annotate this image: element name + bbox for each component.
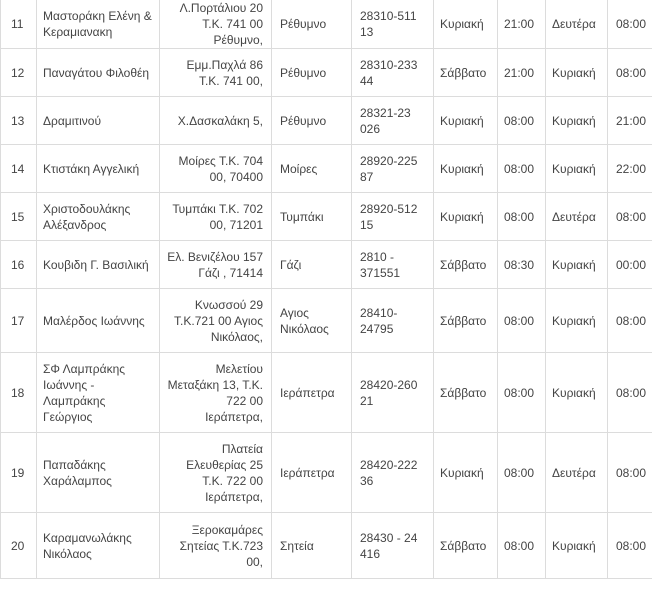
from-day: Σάββατο: [434, 513, 498, 579]
address: Μοίρες Τ.Κ. 704 00, 70400: [160, 145, 272, 193]
from-day: Κυριακή: [434, 97, 498, 145]
to-time: 08:00: [608, 193, 652, 241]
to-day: Δευτέρα: [546, 193, 608, 241]
to-day: Κυριακή: [546, 241, 608, 289]
address: Ελ. Βενιζέλου 157 Γάζι , 71414: [160, 241, 272, 289]
pharmacist-name: ΣΦ Λαμπράκης Ιωάννης - Λαμπράκης Γεώργιος: [37, 353, 160, 433]
pharmacist-name: Παπαδάκης Χαράλαμπος: [37, 433, 160, 513]
city: Ιεράπετρα: [272, 433, 352, 513]
from-day: Κυριακή: [434, 433, 498, 513]
from-time: 21:00: [498, 0, 546, 49]
address: Λ.Πορτάλιου 20 Τ.Κ. 741 00 Ρέθυμνο,: [160, 0, 272, 49]
from-time: 08:00: [498, 513, 546, 579]
phone: 28310-511 13: [352, 0, 434, 49]
row-number: 13: [1, 97, 37, 145]
from-time: 21:00: [498, 49, 546, 97]
row-number: 18: [1, 353, 37, 433]
from-time: 08:00: [498, 353, 546, 433]
pharmacist-name: Μαλέρδος Ιωάννης: [37, 289, 160, 353]
row-number: 11: [1, 0, 37, 49]
from-time: 08:30: [498, 241, 546, 289]
from-day: Σάββατο: [434, 241, 498, 289]
to-day: Κυριακή: [546, 289, 608, 353]
row-number: 12: [1, 49, 37, 97]
city: Μοίρες: [272, 145, 352, 193]
row-number: 15: [1, 193, 37, 241]
from-time: 08:00: [498, 193, 546, 241]
city: Σητεία: [272, 513, 352, 579]
phone: 28420-222 36: [352, 433, 434, 513]
from-time: 08:00: [498, 97, 546, 145]
pharmacist-name: Κουβιδη Γ. Βασιλική: [37, 241, 160, 289]
phone: 28920-512 15: [352, 193, 434, 241]
to-time: 08:00: [608, 433, 652, 513]
table-row: [1, 49, 652, 97]
to-day: Κυριακή: [546, 353, 608, 433]
pharmacist-name: Δραμιτινού: [37, 97, 160, 145]
to-time: 08:00: [608, 0, 652, 49]
to-day: Δευτέρα: [546, 433, 608, 513]
table-row: [1, 353, 652, 433]
address: Τυμπάκι Τ.Κ. 702 00, 71201: [160, 193, 272, 241]
table-body: [1, 0, 652, 579]
to-day: Κυριακή: [546, 145, 608, 193]
table-row: [1, 241, 652, 289]
from-day: Σάββατο: [434, 289, 498, 353]
to-time: 21:00: [608, 97, 652, 145]
to-day: Κυριακή: [546, 513, 608, 579]
from-day: Κυριακή: [434, 145, 498, 193]
phone: 28321-23 026: [352, 97, 434, 145]
address: Ξεροκαμάρες Σητείας Τ.Κ.723 00,: [160, 513, 272, 579]
row-number: 17: [1, 289, 37, 353]
from-time: 08:00: [498, 289, 546, 353]
from-day: Σάββατο: [434, 49, 498, 97]
from-day: Σάββατο: [434, 353, 498, 433]
from-time: 08:00: [498, 145, 546, 193]
city: Αγιος Νικόλαος: [272, 289, 352, 353]
phone: 28430 - 24 416: [352, 513, 434, 579]
pharmacist-name: Μαστοράκη Ελένη & Κεραμιανακη: [37, 0, 160, 49]
city: Γάζι: [272, 241, 352, 289]
row-number: 16: [1, 241, 37, 289]
phone: 28920-225 87: [352, 145, 434, 193]
to-time: 08:00: [608, 353, 652, 433]
table-row: [1, 513, 652, 579]
row-number: 14: [1, 145, 37, 193]
address: Κνωσσού 29 Τ.Κ.721 00 Αγιος Νικόλαος,: [160, 289, 272, 353]
table-row: [1, 145, 652, 193]
to-day: Κυριακή: [546, 49, 608, 97]
row-number: 19: [1, 433, 37, 513]
to-day: Δευτέρα: [546, 0, 608, 49]
to-time: 08:00: [608, 513, 652, 579]
table-row: [1, 193, 652, 241]
city: Τυμπάκι: [272, 193, 352, 241]
row-number: 20: [1, 513, 37, 579]
address: Μελετίου Μεταξάκη 13, Τ.Κ. 722 00 Ιεράπετρα,: [160, 353, 272, 433]
from-time: 08:00: [498, 433, 546, 513]
to-day: Κυριακή: [546, 97, 608, 145]
table-row: [1, 97, 652, 145]
to-time: 08:00: [608, 289, 652, 353]
to-time: 08:00: [608, 49, 652, 97]
to-time: 22:00: [608, 145, 652, 193]
city: Ιεράπετρα: [272, 353, 352, 433]
from-day: Κυριακή: [434, 193, 498, 241]
city: Ρέθυμνο: [272, 49, 352, 97]
address: Χ.Δασκαλάκη 5,: [160, 97, 272, 145]
pharmacist-name: Χριστοδουλάκης Αλέξανδρος: [37, 193, 160, 241]
pharmacist-name: Παναγάτου Φιλοθέη: [37, 49, 160, 97]
to-time: 00:00: [608, 241, 652, 289]
city: Ρέθυμνο: [272, 97, 352, 145]
address: Πλατεία Ελευθερίας 25 Τ.Κ. 722 00 Ιεράπετρα,: [160, 433, 272, 513]
pharmacist-name: Κτιστάκη Αγγελική: [37, 145, 160, 193]
city: Ρέθυμνο: [272, 0, 352, 49]
table-row: [1, 0, 652, 49]
phone: 28410-24795: [352, 289, 434, 353]
address: Εμμ.Παχλά 86 Τ.Κ. 741 00,: [160, 49, 272, 97]
pharmacist-name: Καραμανωλάκης Νικόλαος: [37, 513, 160, 579]
from-day: Κυριακή: [434, 0, 498, 49]
table-row: [1, 433, 652, 513]
phone: 2810 - 371551: [352, 241, 434, 289]
table-row: [1, 289, 652, 353]
phone: 28310-233 44: [352, 49, 434, 97]
phone: 28420-260 21: [352, 353, 434, 433]
